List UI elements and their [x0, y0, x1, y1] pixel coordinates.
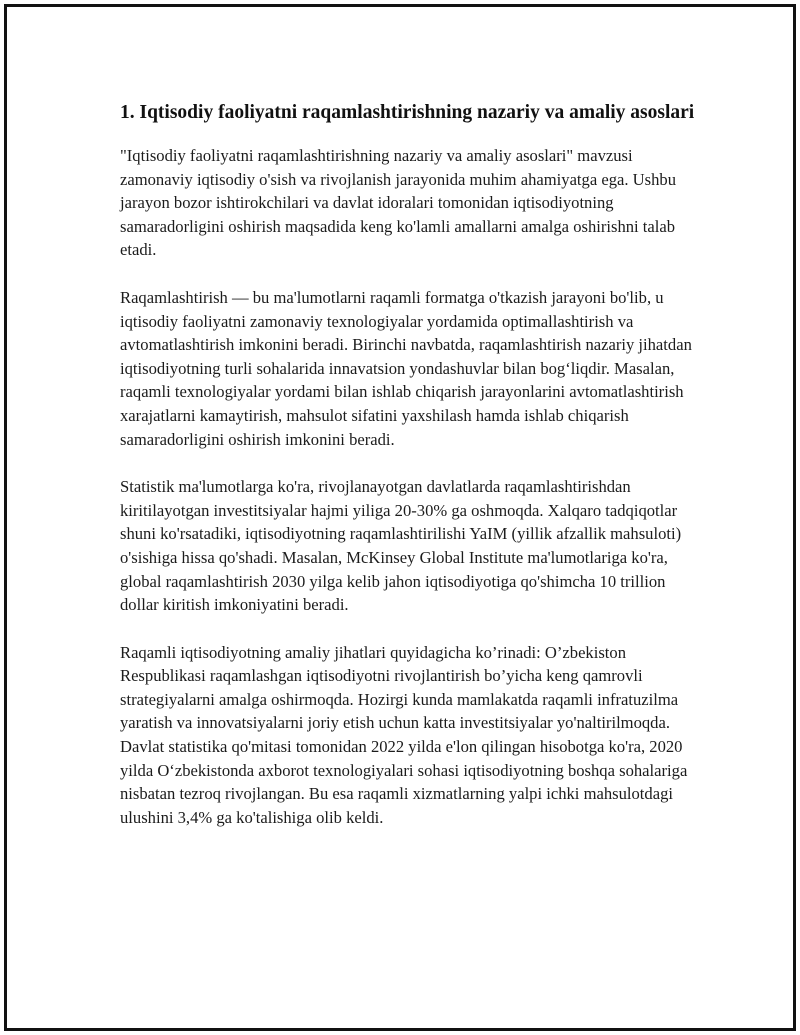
- page-frame: [4, 4, 796, 1031]
- paragraph-3: Statistik ma'lumotlarga ko'ra, rivojlanayotgan davlatlarda raqamlashtirishdan kiritilayotgan investitsiyalar hajmi yiliga 20-30% ga oshmoqda. Xalqaro tadqiqotlar shuni ko'rsatadiki, iqtisodiyotning raqamlashtirilishi YaIM (yillik afzallik mahsuloti) o'sishiga hissa qo'shadi. Masalan, McKinsey Global Institute ma'lumotlariga ko'ra, global raqamlashtirish 2030 yilga kelib jahon iqtisodiyotiga qo'shimcha 10 trillion dollar kiritish imkoniyatini beradi.: [120, 477, 682, 615]
- paragraph-2: Raqamlashtirish — bu ma'lumotlarni raqamli formatga o'tkazish jarayoni bo'lib, u iqtisodiy faoliyatni zamonaviy texnologiyalar yordamida optimallashtirish va avtomatlashtirish imkonini beradi. Birinchi navbatda, raqamlashtirish nazariy jihatdan iqtisodiyotning turli sohalarida innavatsion yondashuvlar bilan bog‘liqdir. Masalan, raqamli texnologiyalar yordami bilan ishlab chiqarish jarayonlarini avtomatlashtirish xarajatlarni kamaytirish, mahsulot sifatini yaxshilash hamda ishlab chiqarish samaradorligini oshirish imkonini beradi.: [120, 287, 692, 449]
- document-body: [120, 99, 695, 853]
- paragraph-1: "Iqtisodiy faoliyatni raqamlashtirishning nazariy va amaliy asoslari" mavzusi zamonaviy iqtisodiy o'sish va rivojlanish jarayonida muhim ahamiyatga ega. Ushbu jarayon bozor ishtirokchilari va davlat idoralari tomonidan iqtisodiyotning samaradorligini oshirish maqsadida keng ko'lamli amallarni amalga oshirishni talab etadi.: [120, 146, 677, 260]
- section-heading: 1. Iqtisodiy faoliyatni raqamlashtirishning nazariy va amaliy asoslari: [120, 102, 695, 123]
- paragraph-4: Raqamli iqtisodiyotning amaliy jihatlari quyidagicha ko’rinadi: O’zbekiston Respublikasi raqamlashgan iqtisodiyotni rivojlantirish bo’yicha keng qamrovli strategiyalarni amalga oshirmoqda. Hozirgi kunda mamlakatda raqamli infratuzilma yaratish va innovatsiyalarni joriy etish uchun katta investitsiyalar yo'naltirilmoqda. Davlat statistika qo'mitasi tomonidan 2022 yilda e'lon qilingan hisobotga ko'ra, 2020 yilda O‘zbekistonda axborot texnologiyalari sohasi iqtisodiyotning boshqa sohalariga nisbatan tezroq rivojlangan. Bu esa raqamli xizmatlarning yalpi ichki mahsulotdagi ulushini 3,4% ga ko'talishiga olib keldi.: [120, 642, 688, 827]
